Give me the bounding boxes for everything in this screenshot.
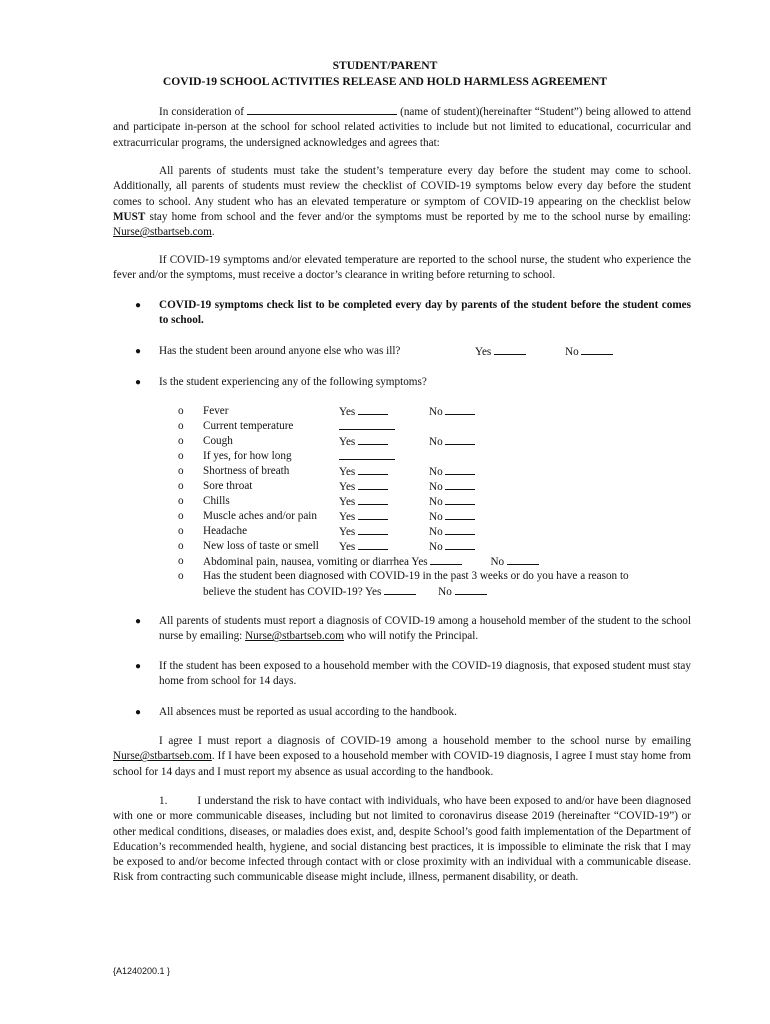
title-line-1: STUDENT/PARENT [332,59,438,72]
bullet-icon: ● [135,300,142,311]
diagnosed-line-2: believe the student has COVID-19? Yes No [203,584,487,600]
list-marker: o [178,510,184,522]
nurse-email-link-2[interactable]: Nurse@stbartseb.com [245,630,344,643]
temperature-blank[interactable] [339,419,395,430]
symptom-yes: Yes [339,524,388,540]
p2-text-a: All parents of students must take the student’s temperature every day before the student may come to school. Additionally, all parents of students must review the checklist of COVID-19 symptoms below every day before the student comes to school. Any student who has an elevated temperature or symptom of COVID-19 appearing on the checklist below [113,165,691,208]
symptom-row-chills [178,494,698,509]
headache-yes-blank[interactable] [358,524,388,535]
symptom-no: No [429,494,475,510]
bullet-exposure [113,659,691,691]
symptom-label: New loss of taste or smell [203,540,319,552]
list-marker: o [178,525,184,537]
symptom-row-abdominal [178,554,698,569]
fever-no-blank[interactable] [445,404,475,415]
aches-yes-blank[interactable] [358,509,388,520]
symptom-row-muscle-aches [178,509,698,524]
list-marker: o [178,480,184,492]
household-report-text: All parents of students must report a diagnosis of COVID-19 among a household member of the student to the school nurse by emailing: Nurse@stbartseb.com who will notify the Principal. [159,615,691,643]
taste-yes-blank[interactable] [358,539,388,550]
list-marker: o [178,495,184,507]
document-reference-footer: {A1240200.1 } [113,966,171,976]
chills-no-blank[interactable] [445,494,475,505]
duration-field [339,449,395,465]
symptom-no: No [429,509,475,525]
symptom-label: Muscle aches and/or pain [203,510,318,522]
bullet-symptoms [113,375,691,391]
list-marker: o [178,570,184,582]
symptom-no: No [429,479,475,495]
cough-no-blank[interactable] [445,434,475,445]
ill-contact-yes: Yes [475,344,526,360]
symptom-row-cough [178,434,698,449]
symptom-label: Current temperature [203,420,294,432]
checklist-intro-text: COVID-19 symptoms check list to be completed every day by parents of the student before the student comes to school. [159,299,691,327]
symptom-row-fever [178,404,698,419]
aches-no-blank[interactable] [445,509,475,520]
throat-yes-blank[interactable] [358,479,388,490]
bullet-absences [113,705,691,721]
symptom-label: Fever [203,405,229,417]
list-marker: o [178,435,184,447]
symptom-row-current-temperature [178,419,698,434]
bullet-icon: ● [135,661,142,672]
abdominal-no-blank[interactable] [507,554,539,565]
intro-text-a: In consideration of [159,106,244,118]
list-marker: o [178,420,184,432]
diagnosed-line-1: Has the student been diagnosed with COVID-19 in the past 3 weeks or do you have a reason to [203,570,629,582]
must-emphasis: MUST [113,210,146,223]
p2-text-b: stay home from school and the fever and/or the symptoms must be reported by me to the school nurse by emailing: [145,210,691,223]
taste-no-blank[interactable] [445,539,475,550]
symptom-label: Headache [203,525,248,537]
symptom-no: No [429,524,475,540]
clearance-paragraph: If COVID-19 symptoms and/or elevated temperature are reported to the school nurse, the student who experience the fever and/or the symptoms, must receive a doctor’s clearance in writing before returning to school. [113,254,691,282]
document-title [0,58,770,90]
diagnosed-no-blank[interactable] [455,584,487,595]
list-marker: o [178,465,184,477]
headache-no-blank[interactable] [445,524,475,535]
symptom-label: If yes, for how long [203,450,292,462]
symptom-row-shortness-of-breath [178,464,698,479]
nurse-email-link-1[interactable]: Nurse@stbartseb.com [113,226,212,239]
breath-yes-blank[interactable] [358,464,388,475]
symptom-no: No [429,539,475,555]
list-marker: o [178,405,184,417]
ill-contact-no: No [565,344,613,360]
list-marker: o [178,450,184,462]
symptom-row-taste-smell [178,539,698,554]
fever-yes-blank[interactable] [358,404,388,415]
bullet-checklist-intro [113,298,691,330]
nurse-email-link-3[interactable]: Nurse@stbartseb.com [113,750,212,763]
ill-contact-no-blank[interactable] [581,344,613,355]
ill-contact-yes-blank[interactable] [494,344,526,355]
symptom-yes: Yes [339,509,388,525]
student-name-blank[interactable] [247,104,397,115]
agreement-paragraph: I agree I must report a diagnosis of COVID-19 among a household member to the school nurse by emailing Nurse@stbartseb.com. If I have been exposed to a household member with COVID-19 diagnosis, I agree I must stay home from school for 14 days and I must report my absence as usual according to the handbook. [113,735,691,778]
abdominal-line: Abdominal pain, nausea, vomiting or diarrhea Yes No [203,554,539,570]
symptom-row-diagnosed [178,569,698,599]
p2-end: . [211,226,215,239]
absences-text: All absences must be reported as usual according to the handbook. [159,706,457,718]
temperature-paragraph [113,164,691,240]
bullet-icon: ● [135,377,142,388]
symptom-label: Sore throat [203,480,253,492]
bullet-icon: ● [135,707,142,718]
bullet-icon: ● [135,616,142,627]
intro-paragraph [113,104,691,151]
symptom-no: No [429,434,475,450]
symptom-yes: Yes [339,434,388,450]
symptom-yes: Yes [339,404,388,420]
item-number: 1. [159,795,168,807]
symptom-yes: Yes [339,464,388,480]
title-line-2: COVID-19 SCHOOL ACTIVITIES RELEASE AND HOLD HARMLESS AGREEMENT [162,75,608,88]
list-marker: o [178,540,184,552]
intro-text-b: (name of student)(hereinafter “Student”) being allowed to attend and participate in-person at the school for school related activities to include but not limited to educational, cocurricular and extracurricular programs, the undersigned acknowledges and agrees that: [113,106,692,149]
symptoms-question: Is the student experiencing any of the following symptoms? [159,376,427,388]
symptom-yes: Yes [339,539,388,555]
ill-contact-question: Has the student been around anyone else who was ill? [159,345,401,357]
bullet-ill-contact [113,344,691,360]
cough-yes-blank[interactable] [358,434,388,445]
bullet-icon: ● [135,346,142,357]
symptom-row-how-long [178,449,698,464]
abdominal-yes-blank[interactable] [430,554,462,565]
duration-blank[interactable] [339,449,395,460]
breath-no-blank[interactable] [445,464,475,475]
bullet-household-report [113,614,691,646]
symptom-row-headache [178,524,698,539]
symptom-row-sore-throat [178,479,698,494]
symptom-yes: Yes [339,494,388,510]
chills-yes-blank[interactable] [358,494,388,505]
symptom-no: No [429,464,475,480]
symptom-label: Chills [203,495,230,507]
symptom-label: Shortness of breath [203,465,290,477]
exposure-text: If the student has been exposed to a household member with the COVID-19 diagnosis, that exposed student must stay home from school for 14 days. [159,660,691,688]
diagnosed-yes-blank[interactable] [384,584,416,595]
risk-text: I understand the risk to have contact with individuals, who have been exposed to and/or have been diagnosed with one or more communicable diseases, including but not limited to coronavirus disease 2019 (hereinafter “COVID-19”) or other medical conditions, diseases, or maladies does exist, and, despite School’s good faith implementation of the Department of Education’s recommended health, hygiene, and social distancing best practices, it is impossible to eliminate the risk that I may be exposed to and/or become infected through contact with or close proximity with an individual with a communicable disease. Risk from contracting such communicable disease might include, illness, permanent disability, or death. [113,795,691,884]
symptom-yes: Yes [339,479,388,495]
symptom-no: No [429,404,475,420]
risk-paragraph [113,794,691,886]
list-marker: o [178,555,184,567]
symptom-label: Cough [203,435,233,447]
temperature-field [339,419,395,435]
throat-no-blank[interactable] [445,479,475,490]
